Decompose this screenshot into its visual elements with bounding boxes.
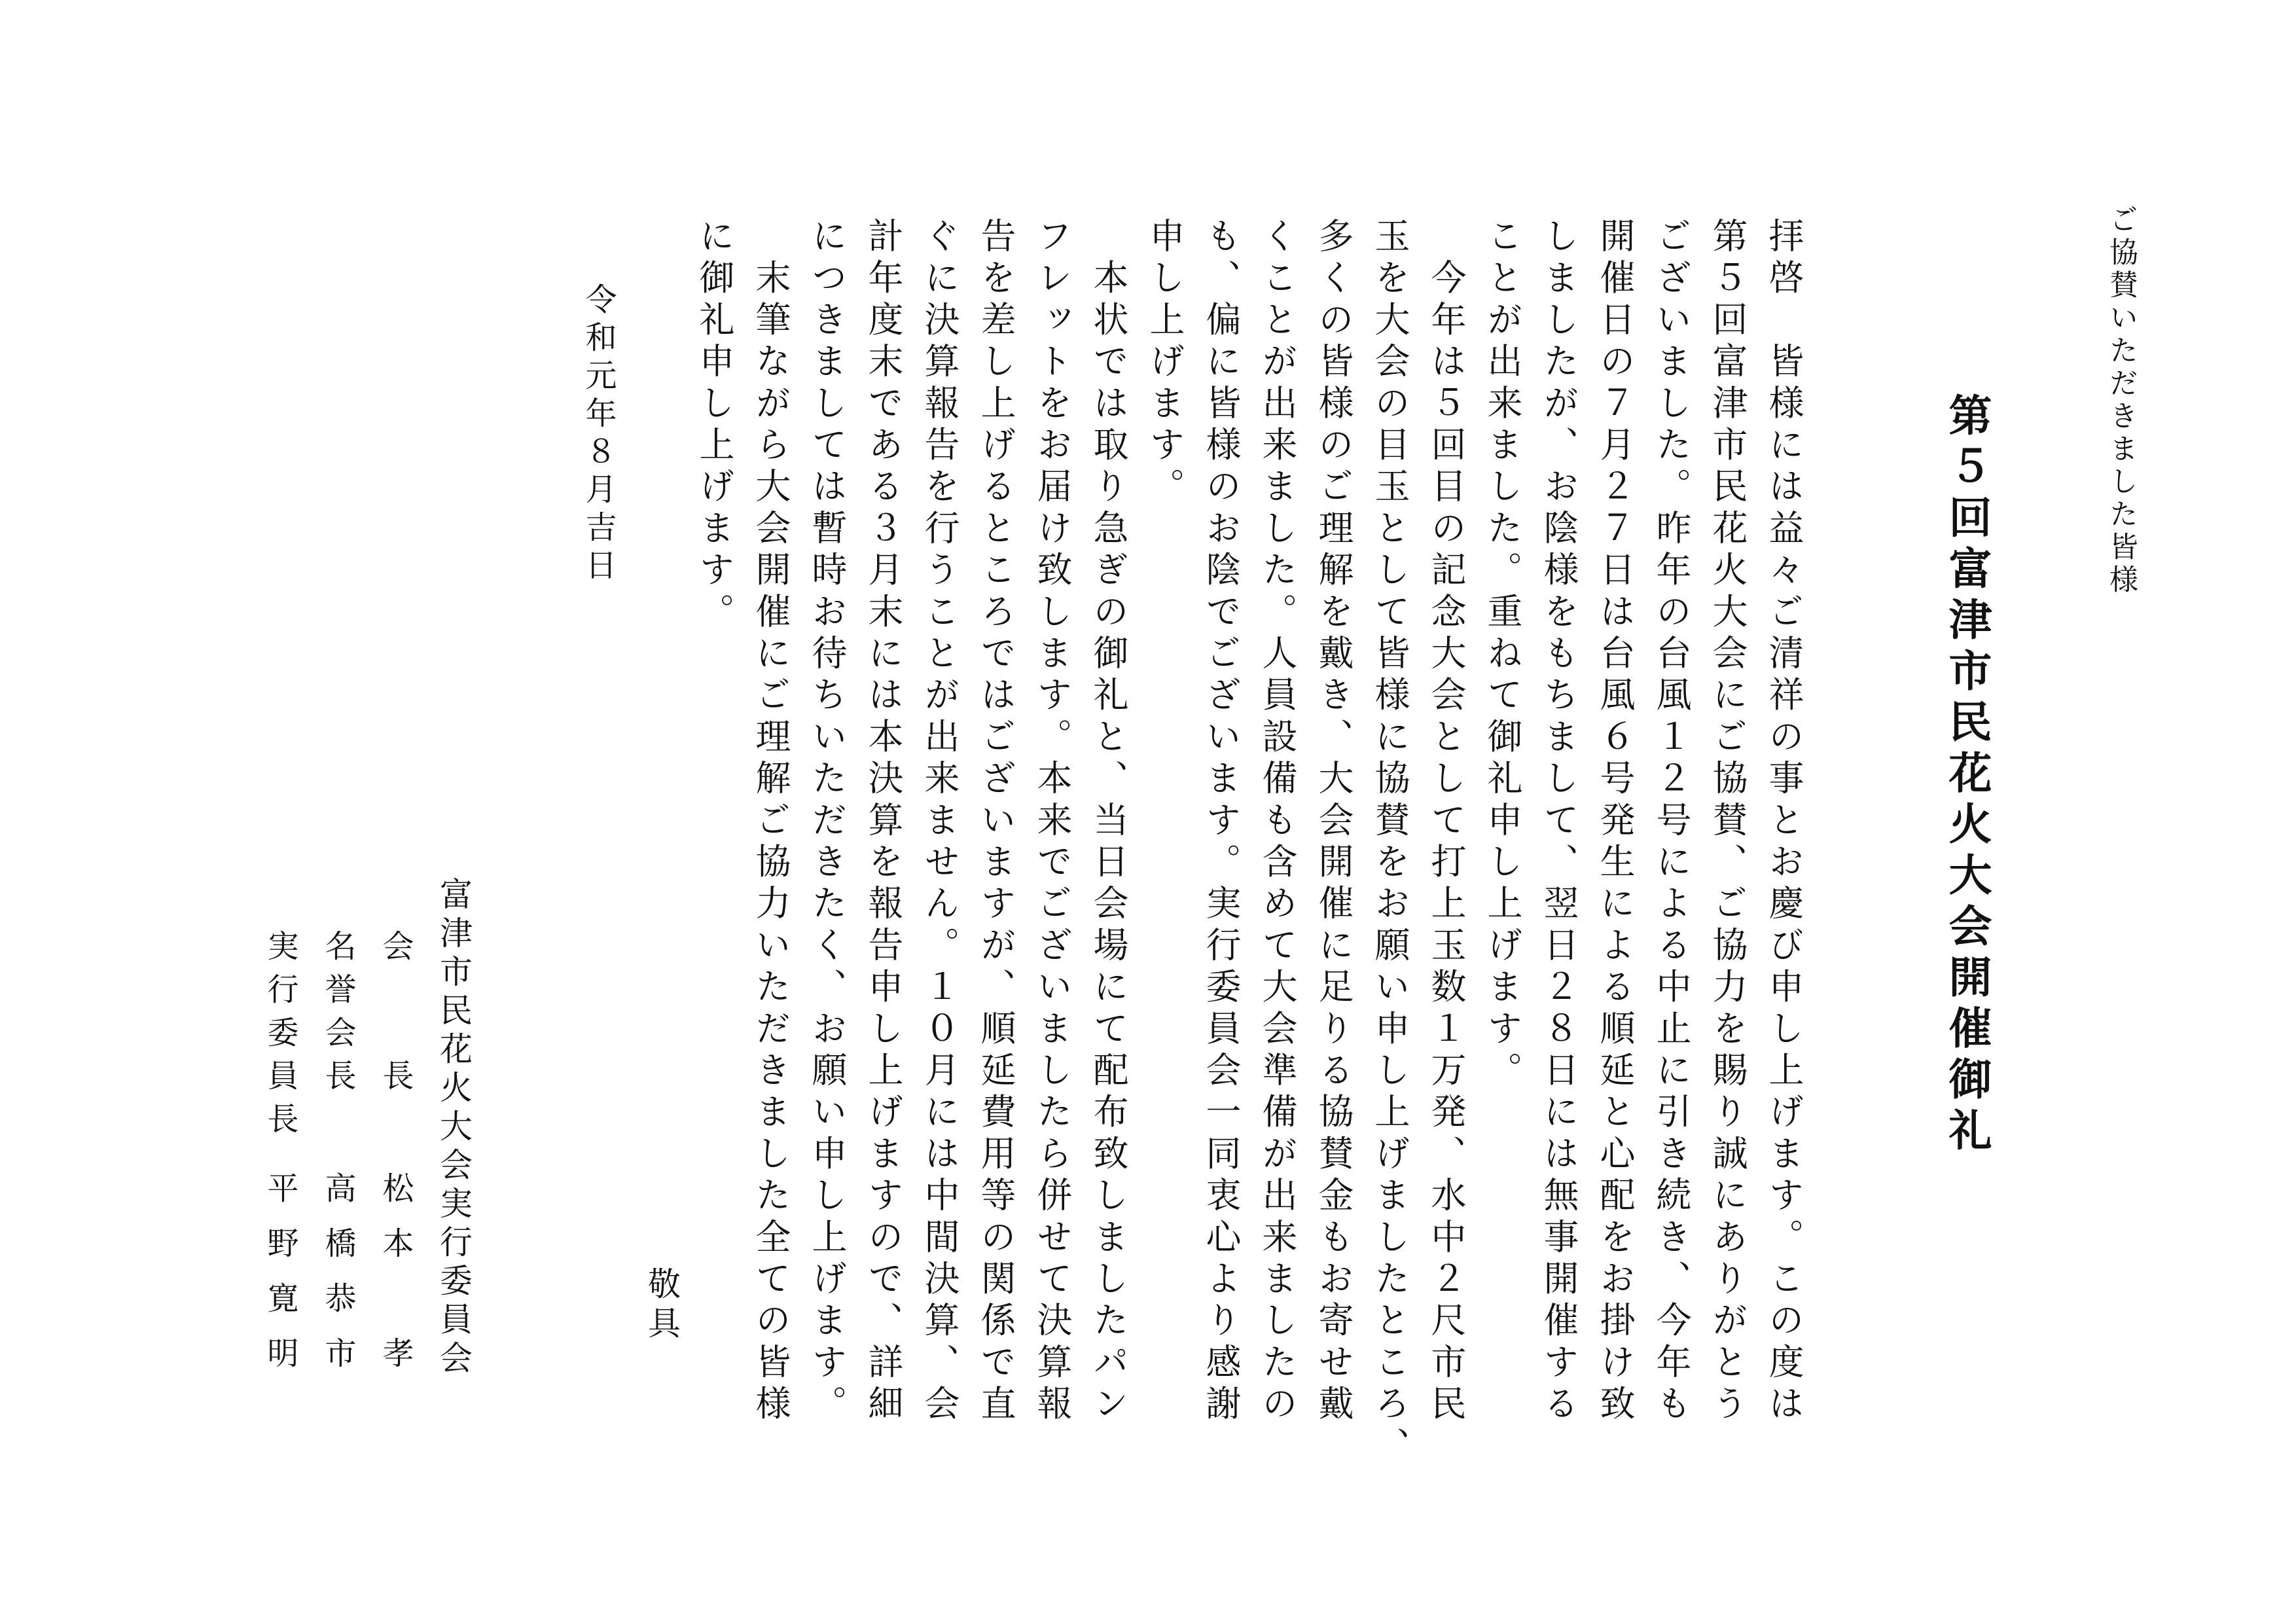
body-line: に御礼申し上げます。 [694,217,735,634]
body-line: 申し上げます。 [1144,217,1185,509]
signatory-role: 会 長 [377,929,414,1102]
body-line: も、偏に皆様のお陰でございます。実行委員会一同衷心より感謝 [1200,217,1242,1427]
body-line: 開催日の７月２７日は台風６号発生による順延と心配をお掛け致 [1594,217,1636,1427]
signatory-role: 実行委員長 [262,929,298,1146]
body-line: 今年は５回目の記念大会として打上玉数１万発、水中２尺市民 [1426,217,1467,1427]
signatory-name: 松本 孝 [377,1172,414,1392]
body-line: フレットをお届け致します。本来でございましたら併せて決算報 [1031,217,1073,1427]
body-line: 多くの皆様のご理解を戴き、大会開催に足りる協賛金もお寄せ戴 [1313,217,1354,1427]
body-line: ございました。昨年の台風１２号による中止に引き続き、今年も [1651,217,1692,1427]
organization-name: 富津市民花火大会実行委員会 [435,877,473,1379]
body-line: 拝啓 皆様には益々ご清祥の事とお慶び申し上げます。この度は [1763,217,1804,1427]
body-line: 告を差し上げるところではございますが、順延費用等の関係で直 [975,217,1016,1427]
letter-body [686,217,1812,1468]
body-line: ぐに決算報告を行うことが出来ません。１０月には中間決算、会 [919,217,960,1427]
body-line: 末筆ながら大会開催にご理解ご協力いただきました全ての皆様 [750,217,791,1427]
body-line: 本状では取り急ぎの御礼と、当日会場にて配布致しましたパン [1088,217,1129,1427]
body-line: 計年度末である３月末には本決算を報告申し上げますので、詳細 [863,217,904,1427]
letter-title: 第５回富津市民花火大会開催御礼 [1941,393,1992,1159]
body-line: 玉を大会の目玉として皆様に協賛をお願い申し上げましたところ、 [1369,217,1410,1468]
recipient-line: ご協賛いただきました皆様 [2104,204,2138,597]
body-line: ことが出来ました。重ねて御礼申し上げます。 [1482,217,1523,1093]
body-line: 第５回富津市民花火大会にご協賛、ご協力を賜り誠にありがとう [1707,217,1748,1427]
signatory-role: 名誉会長 [319,929,356,1102]
signatory-name: 高橋恭市 [319,1172,356,1392]
signatory-name: 平野寛明 [262,1172,298,1392]
closing-phrase: 敬具 [643,1267,681,1345]
body-line: しましたが、お陰様をもちまして、翌日２８日には無事開催する [1538,217,1579,1427]
body-line: につきましては暫時お待ちいただきたく、お願い申し上げます。 [806,217,848,1427]
body-line: くことが出来ました。人員設備も含めて大会準備が出来ましたの [1257,217,1298,1427]
letter-date: 令和元年８月吉日 [580,283,617,586]
